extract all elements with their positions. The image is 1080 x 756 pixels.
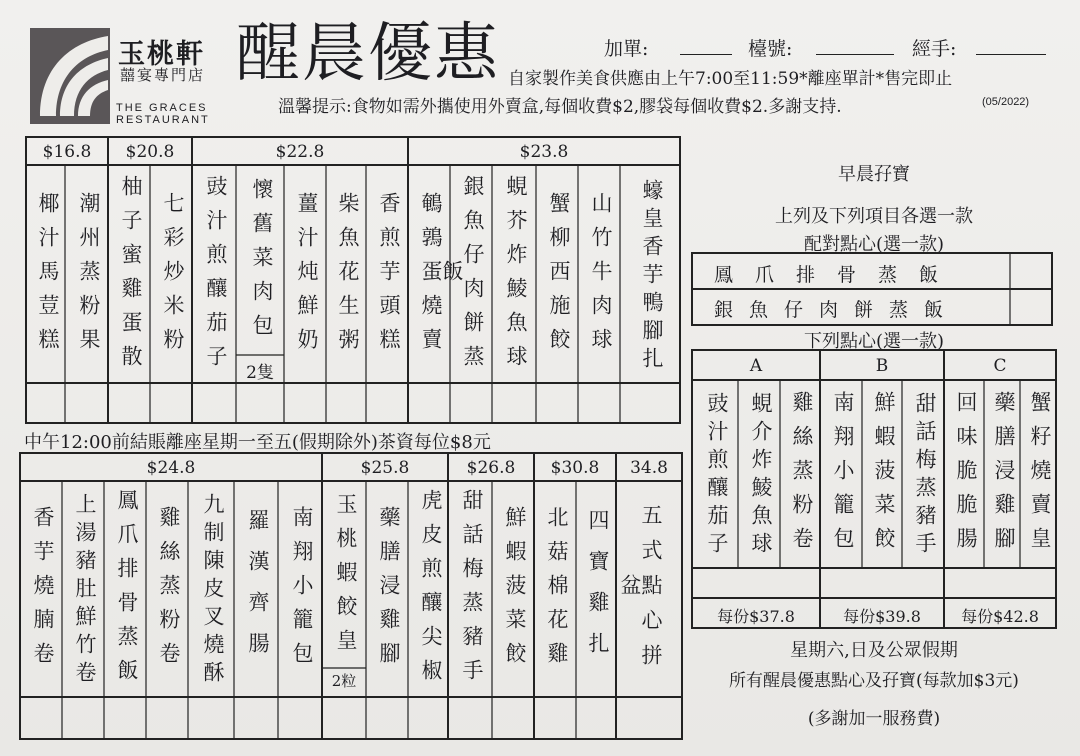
table-number-label: 檯號: <box>748 38 793 60</box>
menu-item[interactable]: 虎皮煎釀尖椒 <box>419 489 443 693</box>
menu-item[interactable]: 懷舊菜肉包 <box>250 178 274 348</box>
group-b-price: 每份$39.8 <box>843 607 921 626</box>
tea-charge-note: 中午12:00前結賬離座星期一至五(假期除外)茶資每位$8元 <box>24 432 491 453</box>
menu-item[interactable]: 羅漢齊腸 <box>246 509 270 673</box>
menu-item[interactable]: 北菇棉花雞 <box>545 506 569 676</box>
add-order-label: 加單: <box>604 38 649 60</box>
menu-item[interactable]: 甜話梅蒸豬手 <box>460 489 484 693</box>
price-header-25-8: $25.8 <box>360 458 410 478</box>
menu-item[interactable]: 藥膳浸雞腳 <box>377 506 401 676</box>
brand-english-2: RESTAURANT <box>116 114 210 126</box>
combo-instruction-3: 下列點心(選一款) <box>803 331 945 352</box>
menu-item[interactable]: 蟹柳西施餃 <box>547 192 571 362</box>
two-pieces-note: 2隻 <box>246 363 274 383</box>
price-header-34-8: 34.8 <box>630 458 668 478</box>
brand-english-1: THE GRACES <box>116 102 208 114</box>
group-b-label: B <box>875 356 889 376</box>
date-code: (05/2022) <box>982 96 1030 108</box>
menu-item[interactable]: 蜆芥炸鯪魚球 <box>504 175 528 379</box>
service-hours-note: 自家製作美食供應由上午7:00至11:59*離座單計*售完即止 <box>508 69 953 89</box>
menu-item[interactable]: 九制陳皮叉燒酥 <box>201 493 225 689</box>
price-header-22-8: $22.8 <box>275 142 325 162</box>
combo-dimsum-item[interactable]: 南翔小籠包 <box>831 391 855 561</box>
menu-item[interactable]: 七彩炒米粉 <box>161 192 185 362</box>
service-charge-note: (多謝加一服務費) <box>807 709 941 729</box>
combo-rice-option-2[interactable]: 銀魚仔肉餅蒸飯 <box>714 299 960 321</box>
group-a-price: 每份$37.8 <box>717 607 795 626</box>
menu-item[interactable]: 鳳爪排骨蒸飯 <box>115 489 139 693</box>
menu-item[interactable]: 豉汁煎釀茄子 <box>204 175 228 379</box>
menu-item[interactable]: 銀魚仔肉餅蒸飯 <box>440 175 485 379</box>
menu-item[interactable]: 四寶雞扎 <box>586 509 610 673</box>
group-a-label: A <box>749 356 763 376</box>
price-header-24-8: $24.8 <box>146 458 196 478</box>
two-pieces-note: 2粒 <box>331 672 357 690</box>
menu-item[interactable]: 上湯豬肚鮮竹卷 <box>73 493 97 689</box>
brand-name: 玉桃軒 <box>118 39 205 70</box>
group-c-label: C <box>993 356 1007 376</box>
price-header-16-8: $16.8 <box>42 142 92 162</box>
combo-rice-option-1[interactable]: 鳳爪排骨蒸飯 <box>714 264 961 286</box>
menu-item[interactable]: 山竹牛肉球 <box>589 192 613 362</box>
combo-dimsum-item[interactable]: 蟹籽燒賣皇 <box>1028 391 1052 561</box>
menu-item[interactable]: 椰汁馬荳糕 <box>36 192 60 362</box>
page-title: 醒晨優惠 <box>236 17 500 91</box>
menu-item[interactable]: 香煎芋頭糕 <box>377 192 401 362</box>
combo-dimsum-item[interactable]: 豉汁煎釀茄子 <box>705 392 729 560</box>
price-header-20-8: $20.8 <box>125 142 175 162</box>
combo-dimsum-item[interactable]: 蜆介炸鯪魚球 <box>749 392 773 560</box>
brand-subtitle: 囍宴專門店 <box>120 66 206 84</box>
combo-dimsum-item[interactable]: 雞絲蒸粉卷 <box>790 391 814 561</box>
takeaway-charge-note: 溫馨提示:食物如需外攜使用外賣盒,每個收費$2,膠袋每個收費$2.多謝支持. <box>278 97 842 117</box>
menu-item[interactable]: 柴魚花生粥 <box>336 192 360 362</box>
menu-item[interactable]: 潮州蒸粉果 <box>77 192 101 362</box>
price-header-23-8: $23.8 <box>519 142 569 162</box>
weekend-note-1: 星期六,日及公眾假期 <box>790 640 958 661</box>
handler-label: 經手: <box>912 38 957 60</box>
menu-item[interactable]: 雞絲蒸粉卷 <box>157 506 181 676</box>
combo-dimsum-item[interactable]: 回味脆脆腸 <box>954 391 978 561</box>
menu-item[interactable]: 鮮蝦菠菜餃 <box>503 506 527 676</box>
price-header-26-8: $26.8 <box>466 458 516 478</box>
weekend-note-2: 所有醒晨優惠點心及孖寶(每款加$3元) <box>729 671 1019 691</box>
combo-title: 早晨孖寶 <box>838 164 910 185</box>
menu-item[interactable]: 香芋燒腩卷 <box>31 506 55 676</box>
combo-dimsum-item[interactable]: 鮮蝦菠菜餃 <box>872 391 896 561</box>
menu-item[interactable]: 蠔皇香芋鴨腳扎 <box>640 179 664 375</box>
menu-item[interactable]: 五式點心拼盆 <box>618 503 663 679</box>
combo-dimsum-item[interactable]: 藥膳浸雞腳 <box>992 391 1016 561</box>
menu-item[interactable]: 鵪鶉蛋燒賣 <box>419 192 443 362</box>
price-header-30-8: $30.8 <box>550 458 600 478</box>
menu-item[interactable]: 南翔小籠包 <box>290 506 314 676</box>
combo-instruction-2: 配對點心(選一款) <box>803 234 945 255</box>
menu-item[interactable]: 玉桃蝦餃皇 <box>334 493 358 663</box>
menu-item[interactable]: 薑汁炖鮮奶 <box>295 192 319 362</box>
menu-item[interactable]: 柚子蜜雞蛋散 <box>119 175 143 379</box>
combo-dimsum-item[interactable]: 甜話梅蒸豬手 <box>913 392 937 560</box>
group-c-price: 每份$42.8 <box>961 607 1039 626</box>
combo-instruction-1: 上列及下列項目各選一款 <box>775 206 973 227</box>
